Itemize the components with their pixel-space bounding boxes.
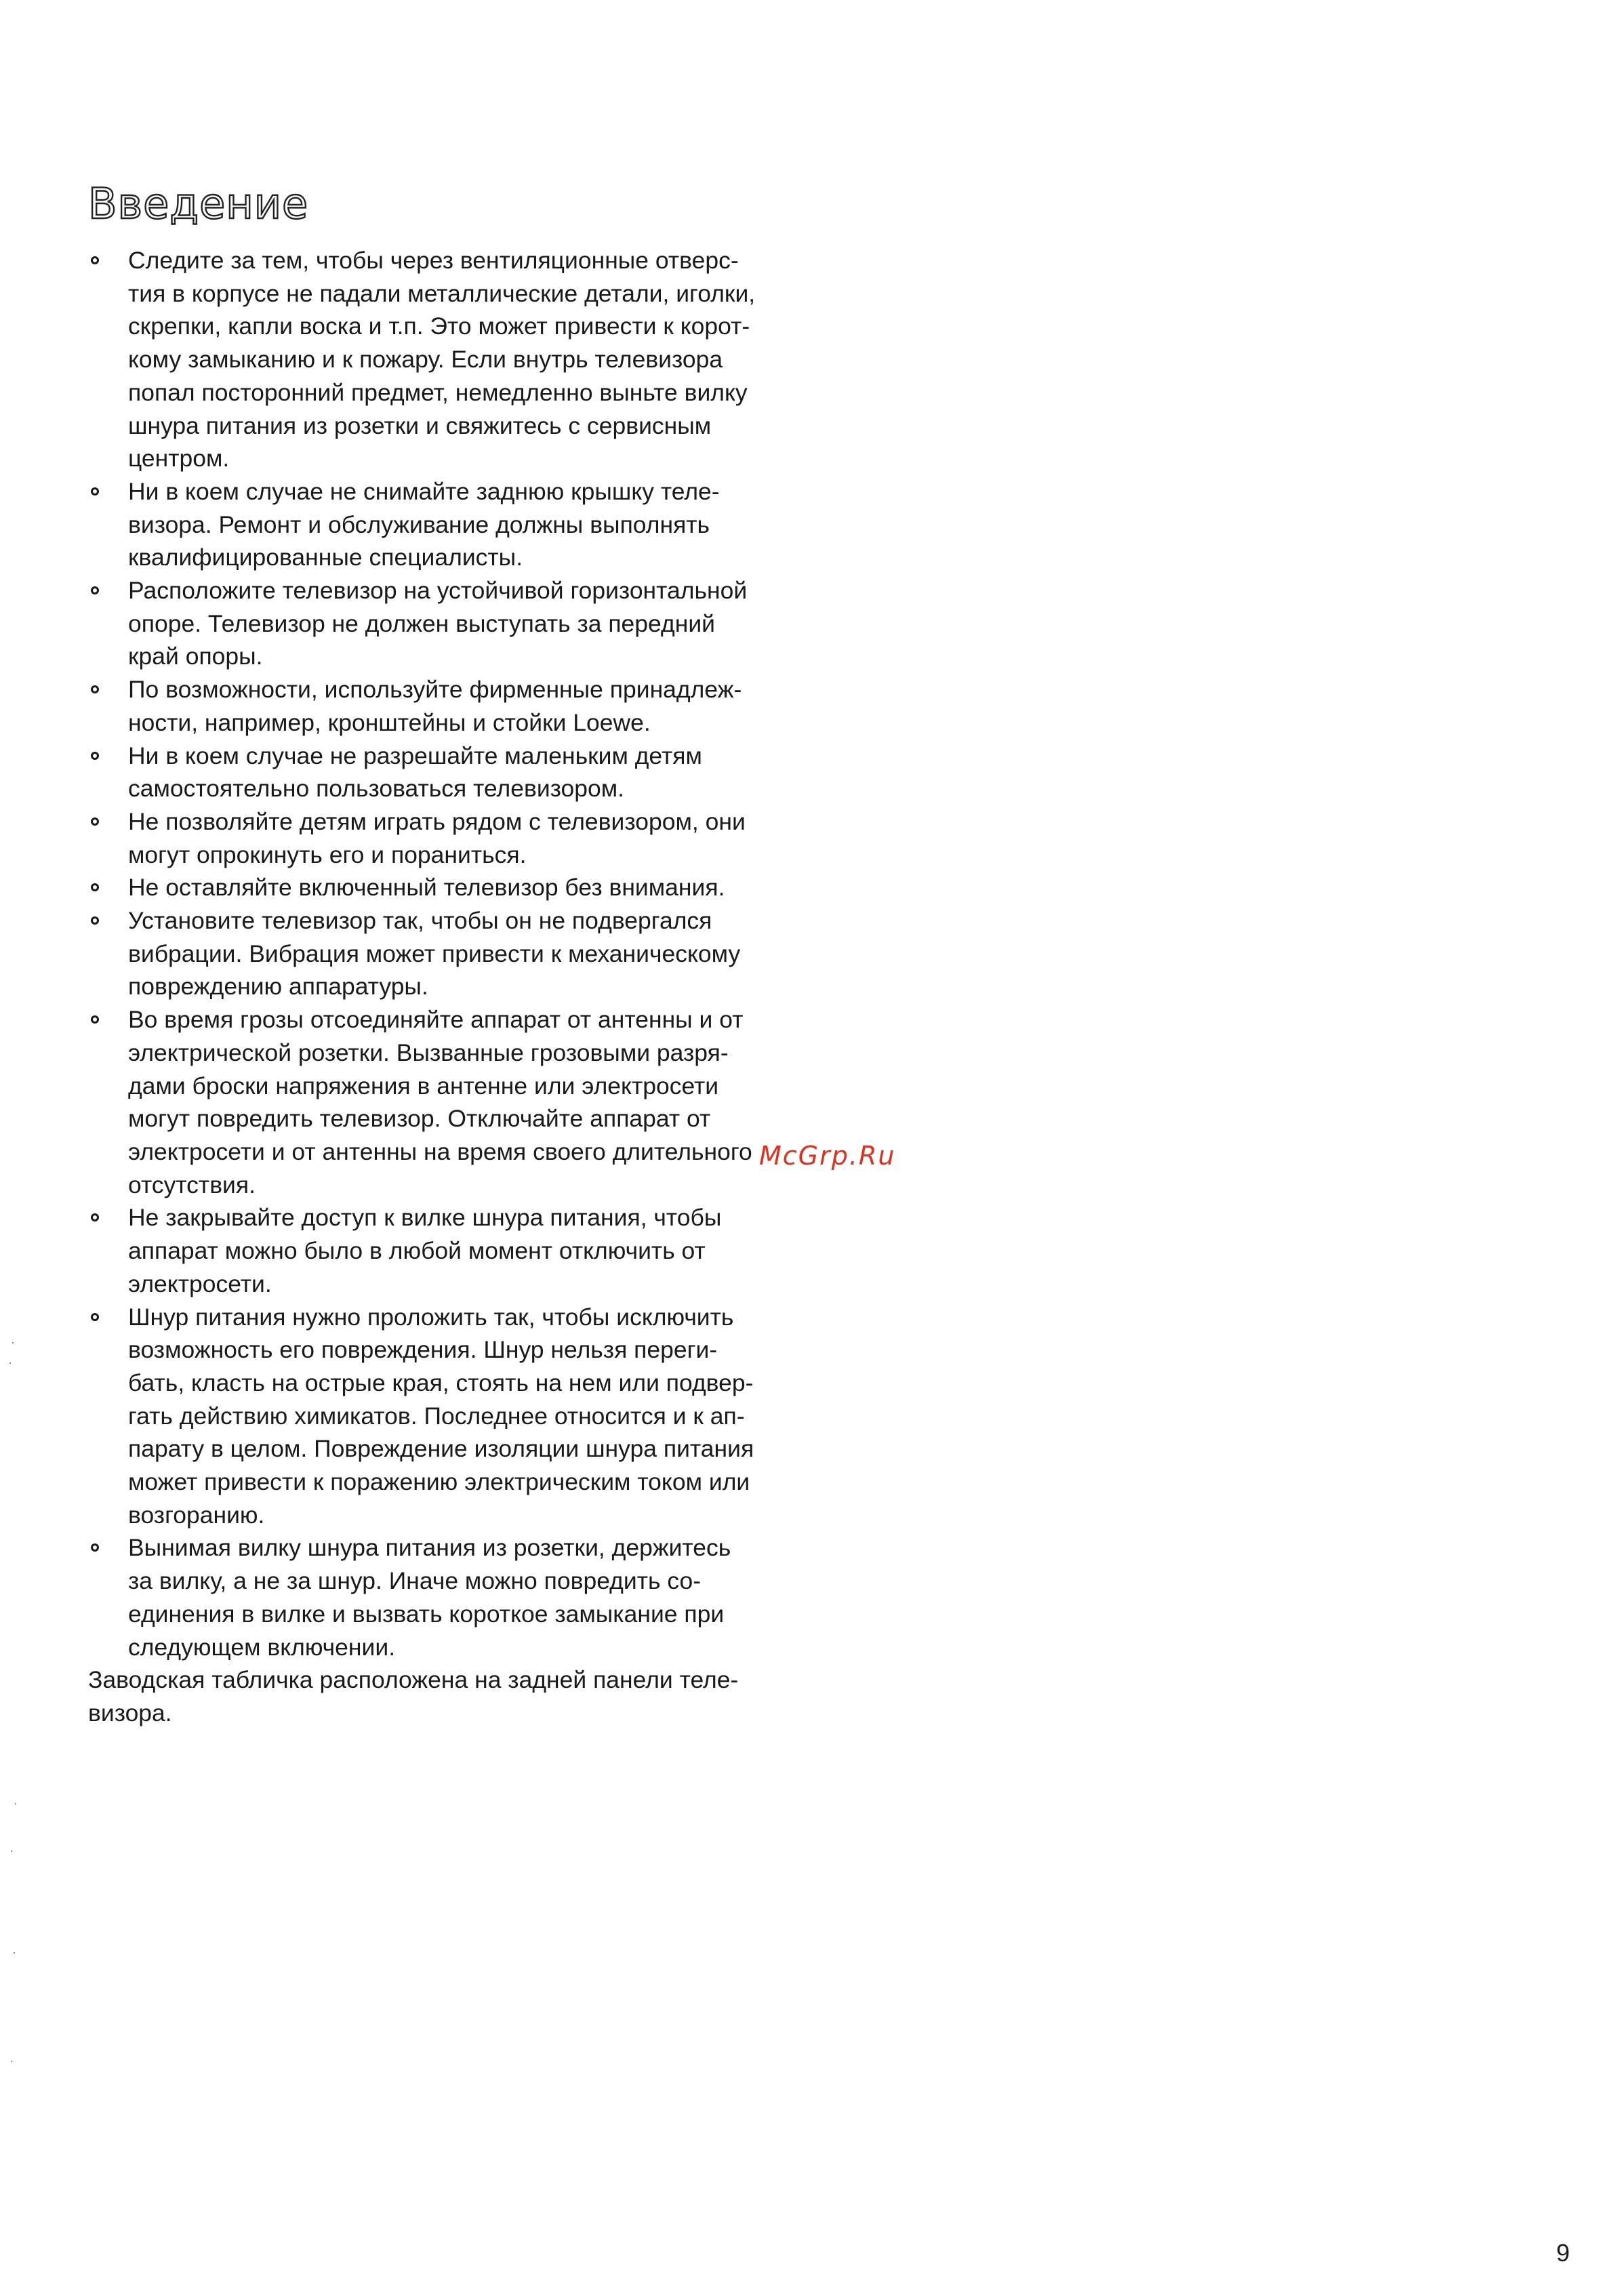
- bullet-list: [88, 244, 820, 1663]
- bullet-icon: [91, 256, 99, 264]
- bullet-line: отсутствия.: [128, 1171, 256, 1198]
- scan-speck: [9, 1362, 11, 1364]
- bullet-icon: [91, 752, 99, 760]
- bullet-line: Не оставляйте включенный телевизор без внимания.: [128, 874, 725, 902]
- scan-speck: [14, 1952, 15, 1954]
- bullet-line: электрической розетки. Вызванные грозовыми разря-: [128, 1038, 729, 1066]
- bullet-item: [88, 475, 820, 574]
- bullet-icon: [91, 1213, 99, 1221]
- bullet-line: бать, класть на острые края, стоять на нем или подвер-: [128, 1369, 754, 1396]
- bullet-line: шнура питания из розетки и свяжитесь с сервисным: [128, 411, 712, 439]
- closing-paragraph: [88, 1663, 820, 1729]
- bullet-line: электросети.: [128, 1270, 272, 1297]
- bullet-line: визора. Ремонт и обслуживание должны выполнять: [128, 510, 710, 538]
- bullet-icon: [91, 586, 99, 594]
- bullet-icon: [91, 487, 99, 496]
- bullet-line: Во время грозы отсоединяйте аппарат от антенны и от: [128, 1006, 744, 1034]
- bullet-line: парату в целом. Повреждение изоляции шнура питания: [128, 1435, 754, 1463]
- bullet-line: Установите телевизор так, чтобы он не подвергался: [128, 907, 712, 935]
- bullet-item: [88, 673, 820, 739]
- bullet-item: [88, 1003, 820, 1201]
- bullet-line: возгоранию.: [128, 1501, 265, 1529]
- bullet-icon: [91, 883, 99, 891]
- bullet-line: попал посторонний предмет, немедленно выньте вилку: [128, 378, 748, 406]
- bullet-item: [88, 871, 820, 904]
- bullet-line: электросети и от антенны на время своего длительного: [128, 1137, 752, 1165]
- bullet-item: [88, 740, 820, 805]
- bullet-icon: [91, 1015, 99, 1024]
- bullet-line: повреждению аппаратуры.: [128, 973, 428, 1001]
- bullet-line: может привести к поражению электрическим током или: [128, 1468, 750, 1496]
- bullet-line: тия в корпусе не падали металлические детали, иголки,: [128, 279, 756, 307]
- bullet-line: центром.: [128, 445, 230, 472]
- bullet-line: могут опрокинуть его и пораниться.: [128, 841, 527, 868]
- bullet-item: [88, 1531, 820, 1663]
- bullet-icon: [91, 817, 99, 826]
- bullet-icon: [91, 1543, 99, 1552]
- bullet-item: [88, 1301, 820, 1532]
- bullet-line: Не закрывайте доступ к вилке шнура питания, чтобы: [128, 1204, 722, 1232]
- bullet-line: Вынимая вилку шнура питания из розетки, держитесь: [128, 1534, 731, 1562]
- bullet-line: квалифицированные специалисты.: [128, 544, 523, 571]
- bullet-item: [88, 1201, 820, 1300]
- scan-speck: [11, 1851, 12, 1852]
- bullet-icon: [91, 1313, 99, 1321]
- bullet-line: дами броски напряжения в антенне или электросети: [128, 1072, 719, 1099]
- bullet-line: следующем включении.: [128, 1633, 396, 1661]
- bullet-line: могут повредить телевизор. Отключайте аппарат от: [128, 1105, 711, 1133]
- bullet-icon: [91, 685, 99, 693]
- watermark: McGrp.Ru: [759, 1141, 896, 1171]
- bullet-line: Шнур питания нужно проложить так, чтобы исключить: [128, 1303, 734, 1331]
- bullet-line: Ни в коем случае не разрешайте маленьким детям: [128, 742, 702, 769]
- bullet-line: Следите за тем, чтобы через вентиляционные отверс-: [128, 247, 739, 274]
- bullet-line: Ни в коем случае не снимайте заднюю крышку теле-: [128, 477, 720, 505]
- scan-speck: [11, 2061, 12, 2062]
- bullet-item: [88, 574, 820, 673]
- bullet-line: скрепки, капли воска и т.п. Это может привести к корот-: [128, 312, 750, 340]
- bullet-line: край опоры.: [128, 643, 263, 670]
- bullet-item: [88, 805, 820, 871]
- bullet-line: ности, например, кронштейны и стойки Loewe.: [128, 708, 651, 736]
- bullet-line: возможность его повреждения. Шнур нельзя переги-: [128, 1336, 718, 1364]
- bullet-line: за вилку, а не за шнур. Иначе можно повредить со-: [128, 1567, 702, 1595]
- page-title: Введение: [88, 178, 309, 228]
- scan-speck: [15, 1803, 16, 1804]
- bullet-icon: [91, 916, 99, 925]
- bullet-line: По возможности, используйте фирменные принадлеж-: [128, 676, 742, 704]
- bullet-line: Не позволяйте детям играть рядом с телевизором, они: [128, 807, 746, 835]
- bullet-line: гать действию химикатов. Последнее относится и к ап-: [128, 1402, 745, 1430]
- bullet-line: кому замыканию и к пожару. Если внутрь телевизора: [128, 346, 723, 373]
- page-content: [88, 244, 820, 1730]
- bullet-line: самостоятельно пользоваться телевизором.: [128, 775, 625, 803]
- bullet-line: опоре. Телевизор не должен выступать за передний: [128, 609, 715, 637]
- bullet-line: единения в вилке и вызвать короткое замыкание при: [128, 1600, 725, 1628]
- bullet-line: аппарат можно было в любой момент отключить от: [128, 1237, 706, 1265]
- paragraph-line: Заводская табличка расположена на задней панели теле-: [88, 1666, 739, 1694]
- paragraph-line: визора.: [88, 1699, 172, 1726]
- bullet-item: [88, 904, 820, 1003]
- page-number: 9: [1556, 2239, 1570, 2267]
- bullet-line: вибрации. Вибрация может привести к механическому: [128, 940, 741, 967]
- bullet-line: Расположите телевизор на устойчивой горизонтальной: [128, 577, 748, 605]
- scan-speck: [12, 1342, 14, 1343]
- bullet-item: [88, 244, 820, 475]
